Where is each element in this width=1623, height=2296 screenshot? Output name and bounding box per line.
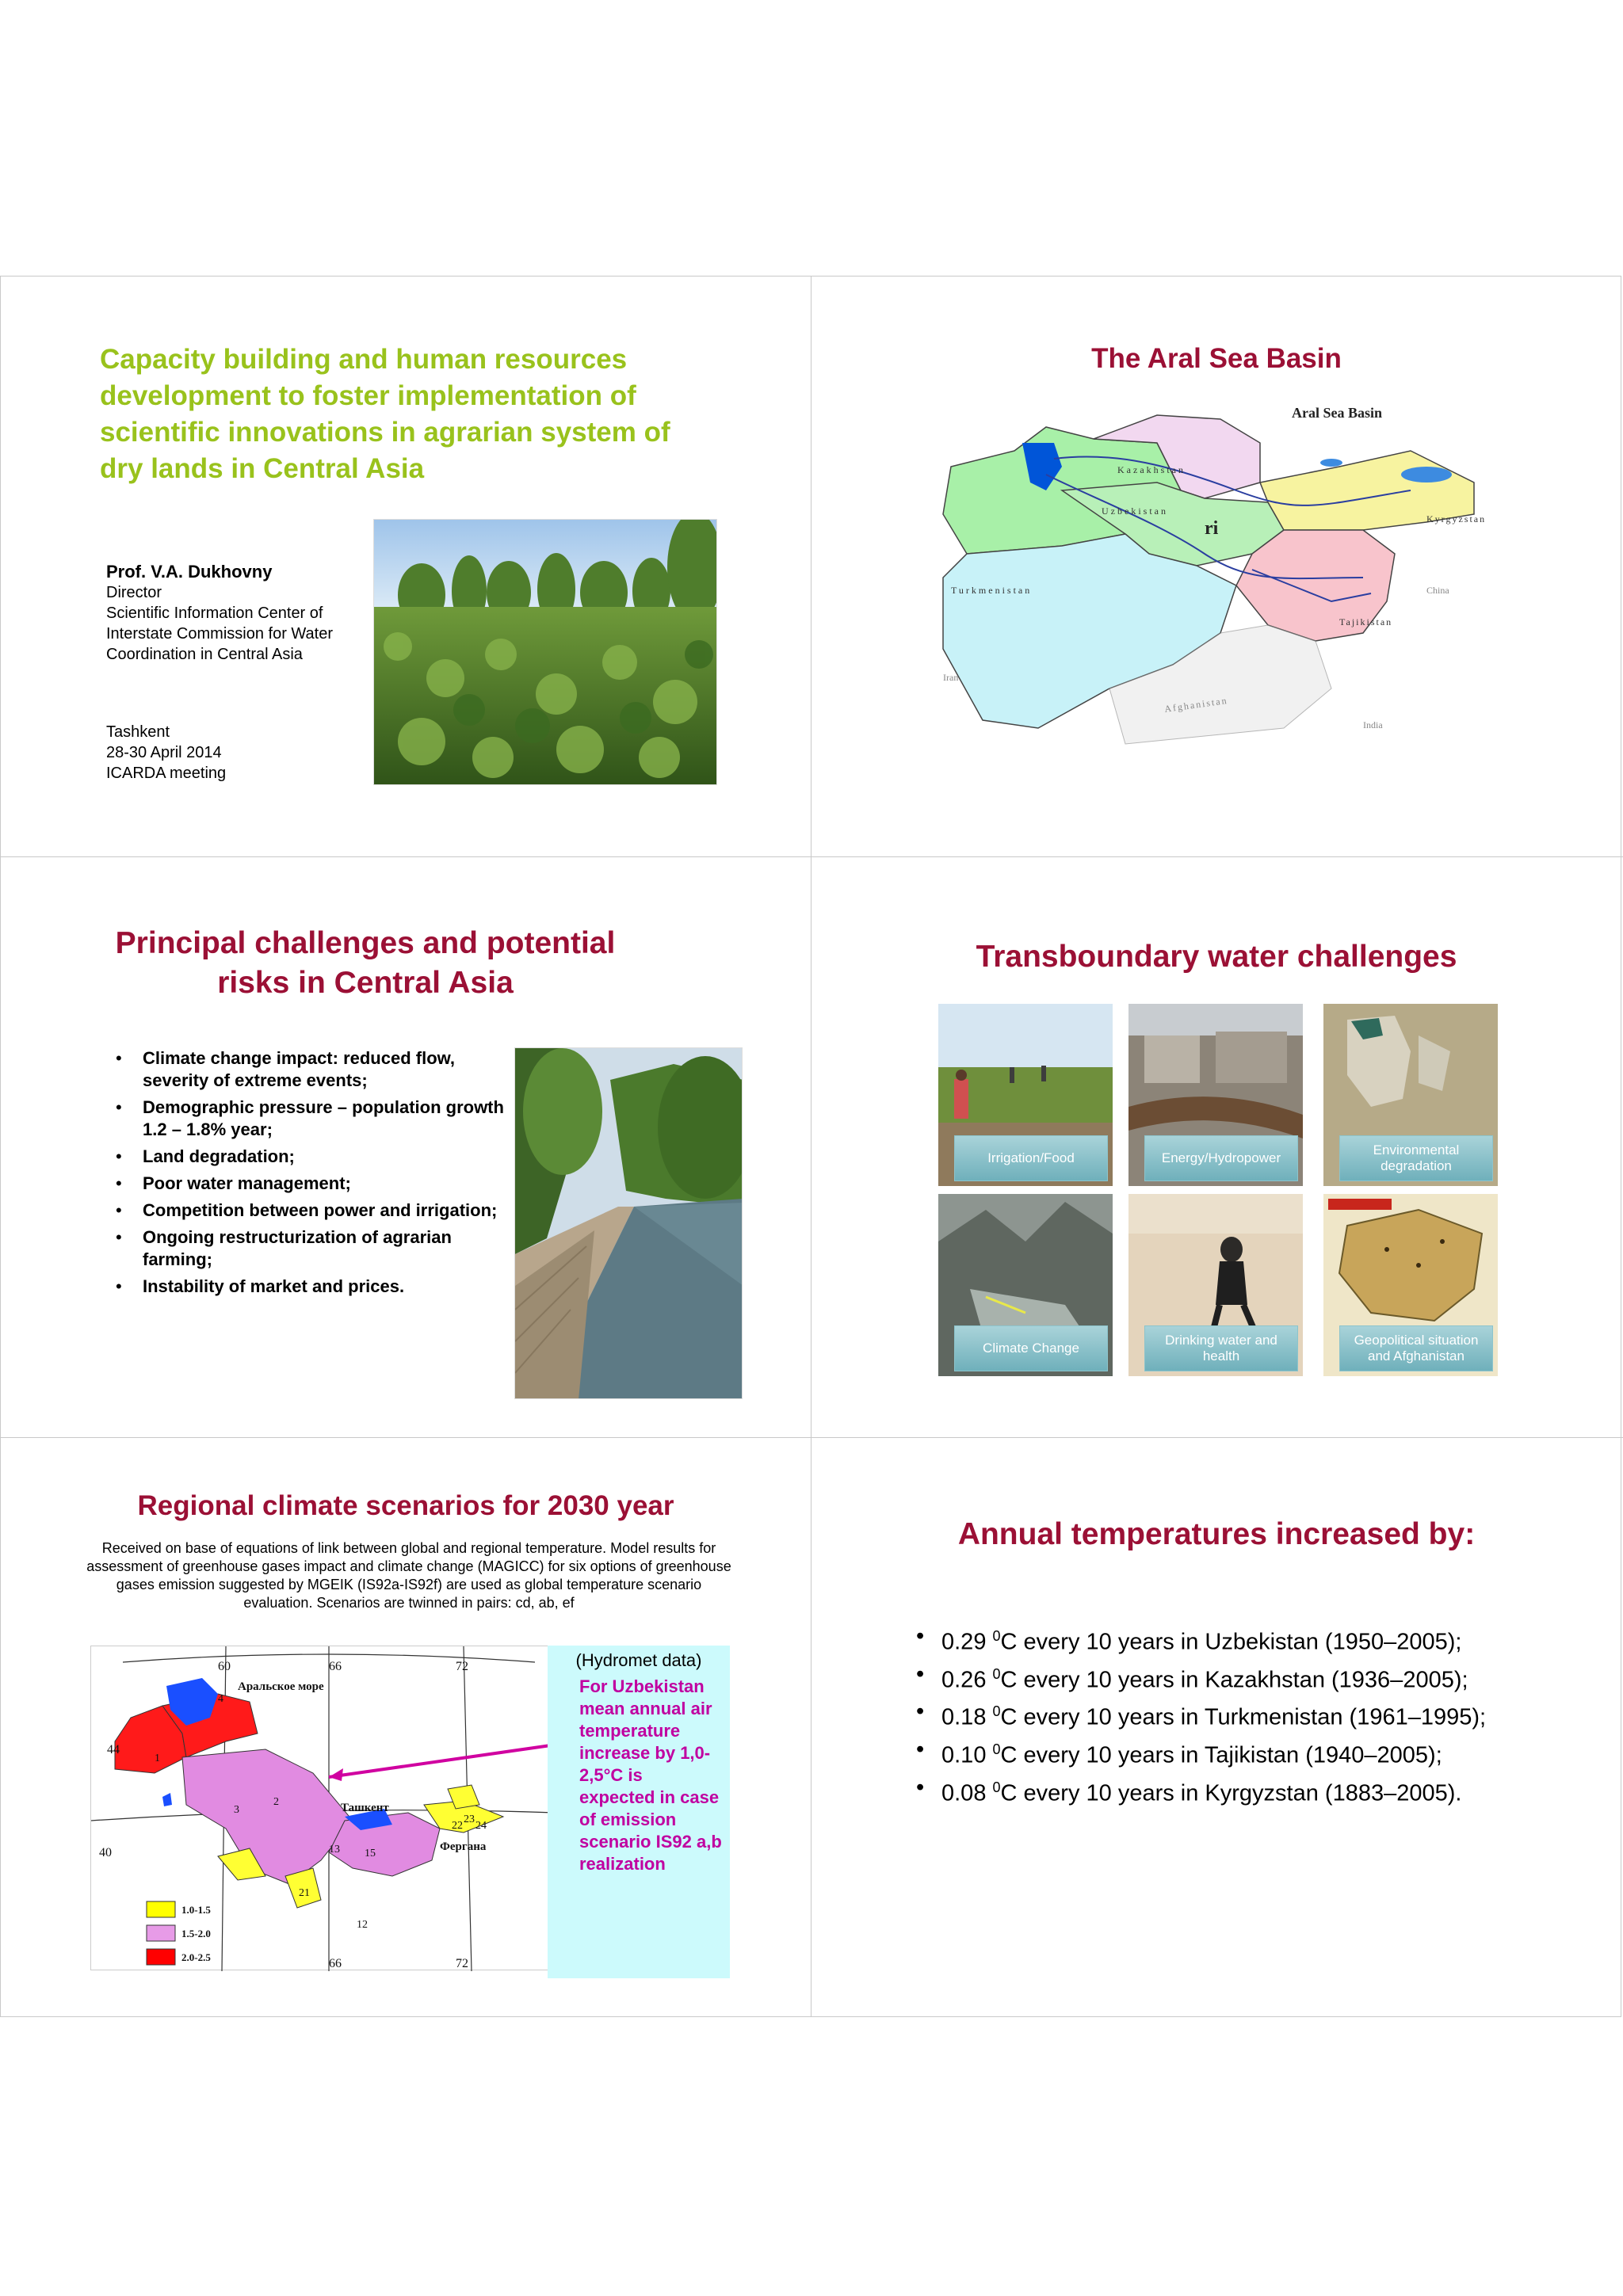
- author-block: [106, 562, 391, 665]
- legend-swatch: [147, 1925, 175, 1941]
- climate-scenario-map: [90, 1646, 554, 1970]
- aral-basin-map: [919, 395, 1510, 791]
- map-lon-label: 66: [329, 1957, 342, 1970]
- map-region-number: 12: [357, 1919, 368, 1931]
- map-region-number: 15: [365, 1848, 376, 1859]
- map-place-label: Фергана: [440, 1840, 487, 1853]
- tile-drinking-water: [1128, 1194, 1303, 1376]
- cotton-field-photo: [373, 519, 717, 785]
- map-region-number: 24: [475, 1820, 487, 1832]
- list-item: • Competition between power and irrigation;: [116, 1199, 512, 1222]
- map-label: Iran: [943, 672, 959, 683]
- tile-caption: Irrigation/Food: [954, 1135, 1108, 1181]
- map-lon-label: 66: [329, 1660, 342, 1673]
- map-label: Turkmenistan: [951, 585, 1033, 596]
- list-item: • 0.29 $^0$C every 10 years in Uzbekistan (1950–2005);: [916, 1620, 1486, 1658]
- challenges-list: [116, 1047, 512, 1302]
- presentation-title: Capacity building and human resources development to foster implementation of scientific innovations in agrarian system of dry lands in Central Asia: [100, 344, 670, 484]
- slide-title: The Aral Sea Basin: [1091, 343, 1342, 374]
- legend-label: 1.5-2.0: [181, 1928, 211, 1939]
- list-item: • Climate change impact: reduced flow, severity of extreme events;: [116, 1047, 512, 1092]
- tile-caption: Environmental degradation: [1339, 1135, 1493, 1181]
- legend-swatch: [147, 1949, 175, 1965]
- author-name: Prof. V.A. Dukhovny: [106, 562, 273, 582]
- map-region-number: 2: [273, 1796, 279, 1808]
- map-region-number: 21: [299, 1887, 310, 1899]
- map-title: Aral Sea Basin: [1292, 405, 1383, 421]
- legend-label: 1.0-1.5: [181, 1904, 211, 1916]
- slide-principal-challenges: [1, 857, 811, 1437]
- map-place-label: Аральское море: [238, 1680, 324, 1693]
- map-lat-label: 40: [99, 1846, 112, 1859]
- tile-caption: Drinking water and health: [1144, 1325, 1298, 1371]
- map-lon-label: 60: [218, 1660, 231, 1673]
- slide-description: Received on base of equations of link between global and regional temperature. Model results for assessment of greenhouse gases impact and climate change (MAGICC) for six options of greenhouse gases emission suggested by MGEIK (IS92a-IS92f) are used as global temperature scenario evaluation. Scenarios are twinned in pairs: cd, ab, ef: [86, 1540, 731, 1611]
- event-city: Tashkent: [106, 723, 170, 741]
- author-org: Interstate Commission for Water: [106, 625, 334, 643]
- slide-title-line: risks in Central Asia: [217, 966, 514, 1000]
- map-region-number: 4: [218, 1693, 223, 1705]
- slide-aral-sea-basin: [812, 277, 1621, 856]
- list-item: • Land degradation;: [116, 1146, 512, 1168]
- map-region-number: 1: [155, 1753, 160, 1764]
- map-lon-label: 72: [456, 1957, 468, 1970]
- slide-transboundary: [812, 857, 1621, 1437]
- legend-swatch: [147, 1901, 175, 1917]
- tile-irrigation: [938, 1004, 1113, 1186]
- slide-title: Annual temperatures increased by:: [957, 1517, 1476, 1551]
- legend-label: 2.0-2.5: [181, 1951, 211, 1963]
- tile-climate: [938, 1194, 1113, 1376]
- temperature-list: [916, 1620, 1486, 1809]
- map-label: ri: [1205, 518, 1219, 539]
- slide-title-line: Principal challenges and potential: [115, 926, 616, 960]
- event-name: ICARDA meeting: [106, 765, 227, 782]
- event-date: 28-30 April 2014: [106, 744, 222, 761]
- list-item: • 0.10 $^0$C every 10 years in Tajikistan (1940–2005);: [916, 1733, 1486, 1772]
- tile-geopolitical: [1323, 1194, 1498, 1376]
- tile-caption: Geopolitical situation and Afghanistan: [1339, 1325, 1493, 1371]
- slide-title: Transboundary water challenges: [976, 940, 1457, 974]
- map-region-number: 13: [329, 1844, 340, 1855]
- list-item: • Demographic pressure – population growth 1.2 – 1.8% year;: [116, 1097, 512, 1141]
- note-text: For Uzbekistan mean annual air temperature increase by 1,0-2,5°C is expected in case of emission scenario IS92 a,b realization: [579, 1676, 722, 1874]
- canal-photo: [514, 1047, 743, 1399]
- map-label: China: [1426, 585, 1449, 596]
- slide-annual-temperatures: [812, 1438, 1621, 2018]
- slide-title: Regional climate scenarios for 2030 year: [137, 1490, 674, 1521]
- list-item: • 0.18 $^0$C every 10 years in Turkmenistan (1961–1995);: [916, 1695, 1486, 1733]
- author-org: Scientific Information Center of: [106, 605, 323, 622]
- event-block: [106, 722, 226, 784]
- tile-caption: Climate Change: [954, 1325, 1108, 1371]
- map-label: Kyrgyzstan: [1426, 513, 1487, 524]
- list-item: • 0.26 $^0$C every 10 years in Kazakhstan (1936–2005);: [916, 1658, 1486, 1696]
- tile-energy: [1128, 1004, 1303, 1186]
- map-label: India: [1363, 719, 1383, 730]
- map-lon-label: 72: [456, 1660, 468, 1673]
- slide-title: [1, 277, 811, 856]
- list-item: • 0.08 $^0$C every 10 years in Kyrgyzstan (1883–2005).: [916, 1772, 1486, 1810]
- list-item: • Poor water management;: [116, 1173, 512, 1195]
- hydromet-note: [548, 1646, 730, 1978]
- pointer-arrow: [329, 1745, 551, 1777]
- tile-environment: [1323, 1004, 1498, 1186]
- slide-climate-scenarios: [1, 1438, 811, 2018]
- map-region-number: 22: [452, 1820, 463, 1832]
- list-item: • Instability of market and prices.: [116, 1276, 512, 1298]
- map-label: Afghanistan: [1163, 694, 1229, 715]
- map-label: Tajikistan: [1339, 616, 1393, 627]
- map-label: Uzbekistan: [1102, 505, 1168, 517]
- author-org: Coordination in Central Asia: [106, 646, 303, 663]
- list-item: • Ongoing restructurization of agrarian farming;: [116, 1226, 512, 1271]
- map-region-number: 23: [464, 1814, 475, 1825]
- map-region-number: 3: [234, 1804, 239, 1816]
- note-source: (Hydromet data): [575, 1650, 702, 1670]
- author-position: Director: [106, 584, 162, 601]
- map-place-label: Ташкент: [341, 1802, 389, 1814]
- map-lat-label: 44: [107, 1743, 120, 1756]
- map-label: Kazakhstan: [1117, 464, 1186, 475]
- tile-caption: Energy/Hydropower: [1144, 1135, 1298, 1181]
- slide-title: [80, 924, 651, 1003]
